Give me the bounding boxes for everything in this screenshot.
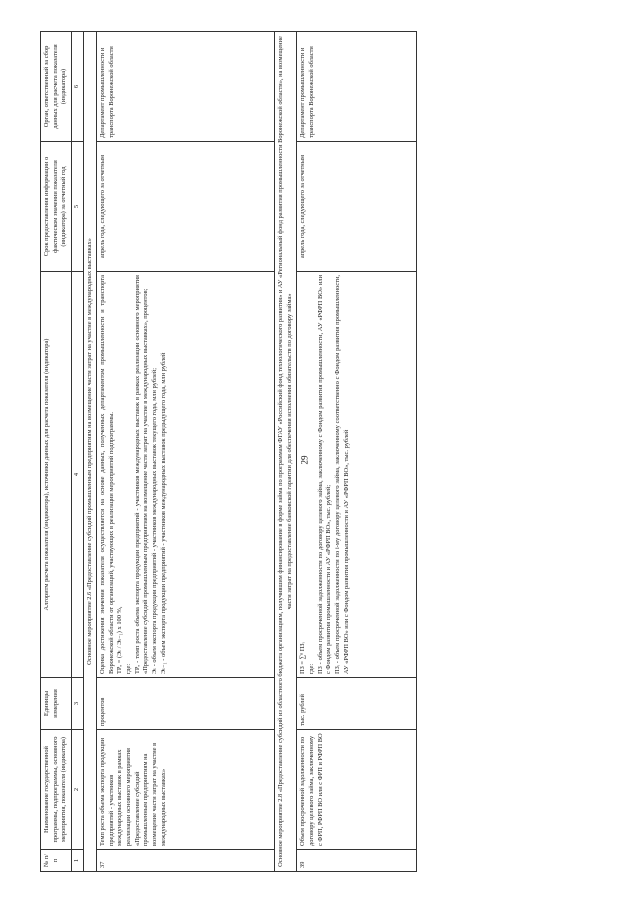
page-number: 29 xyxy=(299,455,310,465)
row-number: 39 xyxy=(297,850,417,872)
algorithm-line: ПЗ - объем просроченной задолженности по договору целевого займа, заключенному с Фондом развития промышленности, АУ «РФРП ВО» или с Фондом развития промышленности и АУ «РФРП ВО», тыс. рублей; xyxy=(316,275,333,674)
landscape-table-container xyxy=(40,32,600,872)
algorithm-line: где: xyxy=(308,663,316,674)
algorithm-formula: ТРₑ = (Эₜ / Эₜ₋₁) x 100 %, xyxy=(116,606,124,674)
indicator-name: Объем просроченной задолженности по договору целевого займа, заключенному с ФРП, РФРП ВО или с ФРП и РФРП ВО xyxy=(297,730,417,850)
indicator-org: Департамент промышленности и транспорта Воронежской области xyxy=(297,32,417,142)
header-num: № п/п xyxy=(41,850,72,872)
algorithm-line: ПЗᵢ - объем просроченной задолженности по i-му договору целевого займа, заключенному соответственно с Фондом развития промышленности, АУ «РФРП ВО» или с Фондом развития промышленности и АУ «РФРП ВО», тыс. рублей xyxy=(334,275,350,674)
algorithm-line: где: xyxy=(125,663,133,674)
indicator-deadline: апрель года, следующего за отчетным xyxy=(97,142,275,272)
section-row xyxy=(275,32,297,872)
col-number: 5 xyxy=(71,142,83,272)
col-number: 2 xyxy=(71,730,83,850)
section-row xyxy=(83,32,97,872)
table-row xyxy=(297,32,417,872)
indicators-table xyxy=(40,31,417,872)
algorithm-line: Эₜ - объем экспорта продукции предприятий - участников международных выставок текущего года, млн рублей; xyxy=(151,367,159,674)
header-org: Орган, ответственный за сбор данных для расчета показателя (индикатора) xyxy=(41,32,72,142)
col-number: 6 xyxy=(71,32,83,142)
section-title: Основное мероприятие 2.8 «Предоставление субсидий из областного бюджета организациям, получившим финансирование в форме займа по программам ФГАУ «Российский фонд технологического развития» и АУ «Региональный фонд развития промышленности Воронежской области», на возмещение части затрат на предоставление банковской гарантии для обеспечения исполнения обязательств по договору займа» xyxy=(275,32,297,872)
header-deadline: Срок предоставления информации о фактическом значении показателя (индикатора) за отчетный год xyxy=(41,142,72,272)
table-row xyxy=(97,32,275,872)
header-name: Наименование государственной программы, подпрограммы, основного мероприятия, показателя (индикатора) xyxy=(41,730,72,850)
indicator-name: Темп роста объема экспорта продукции предприятий - участников международных выставок в рамках реализации основного мероприятия «Предоставление субсидий промышленным предприятиям на возмещение части затрат на участие в международных выставках» xyxy=(97,730,275,850)
indicator-org: Департамент промышленности и транспорта Воронежской области xyxy=(97,32,275,142)
col-number: 3 xyxy=(71,678,83,730)
header-row xyxy=(41,32,72,872)
row-number: 37 xyxy=(97,850,275,872)
indicator-algorithm xyxy=(97,272,275,678)
algorithm-line: ТРₑ - темп роста объема экспорта продукции предприятий - участников международных выставок в рамках реализации основного мероприятия «Предоставление субсидий промышленным предприятиям на возмещение части затрат на участие в международных выставках», процентов; xyxy=(133,275,150,674)
indicator-unit: тыс. рублей xyxy=(297,678,417,730)
indicator-unit: процентов xyxy=(97,678,275,730)
col-number: 4 xyxy=(71,272,83,678)
indicator-deadline: апрель года, следующего за отчетным xyxy=(297,142,417,272)
algorithm-line: Оценка достижения значения показателя осуществляется на основе данных, полученных департаментом промышленности и транспорта Воронежской области от организаций, участвующих в реализации мероприятий подпрограммы. xyxy=(99,275,115,674)
col-number: 1 xyxy=(71,850,83,872)
algorithm-formula: ПЗ = ∑ⁿ ПЗᵢ xyxy=(299,642,307,674)
header-unit: Единицы измерения xyxy=(41,678,72,730)
column-number-row xyxy=(71,32,83,872)
indicator-algorithm xyxy=(297,272,417,678)
section-title: Основное мероприятие 2.6 «Предоставление субсидий промышленным предприятиям на возмещение части затрат на участие в международных выставках» xyxy=(83,32,97,872)
algorithm-line: Эₜ₋₁ - объем экспорта продукции предприятий - участников международных выставок предыдущего года, млн рублей xyxy=(159,352,167,674)
header-algorithm: Алгоритм расчета показателя (индикатора), источники данных для расчета показателя (индикатора) xyxy=(41,272,72,678)
